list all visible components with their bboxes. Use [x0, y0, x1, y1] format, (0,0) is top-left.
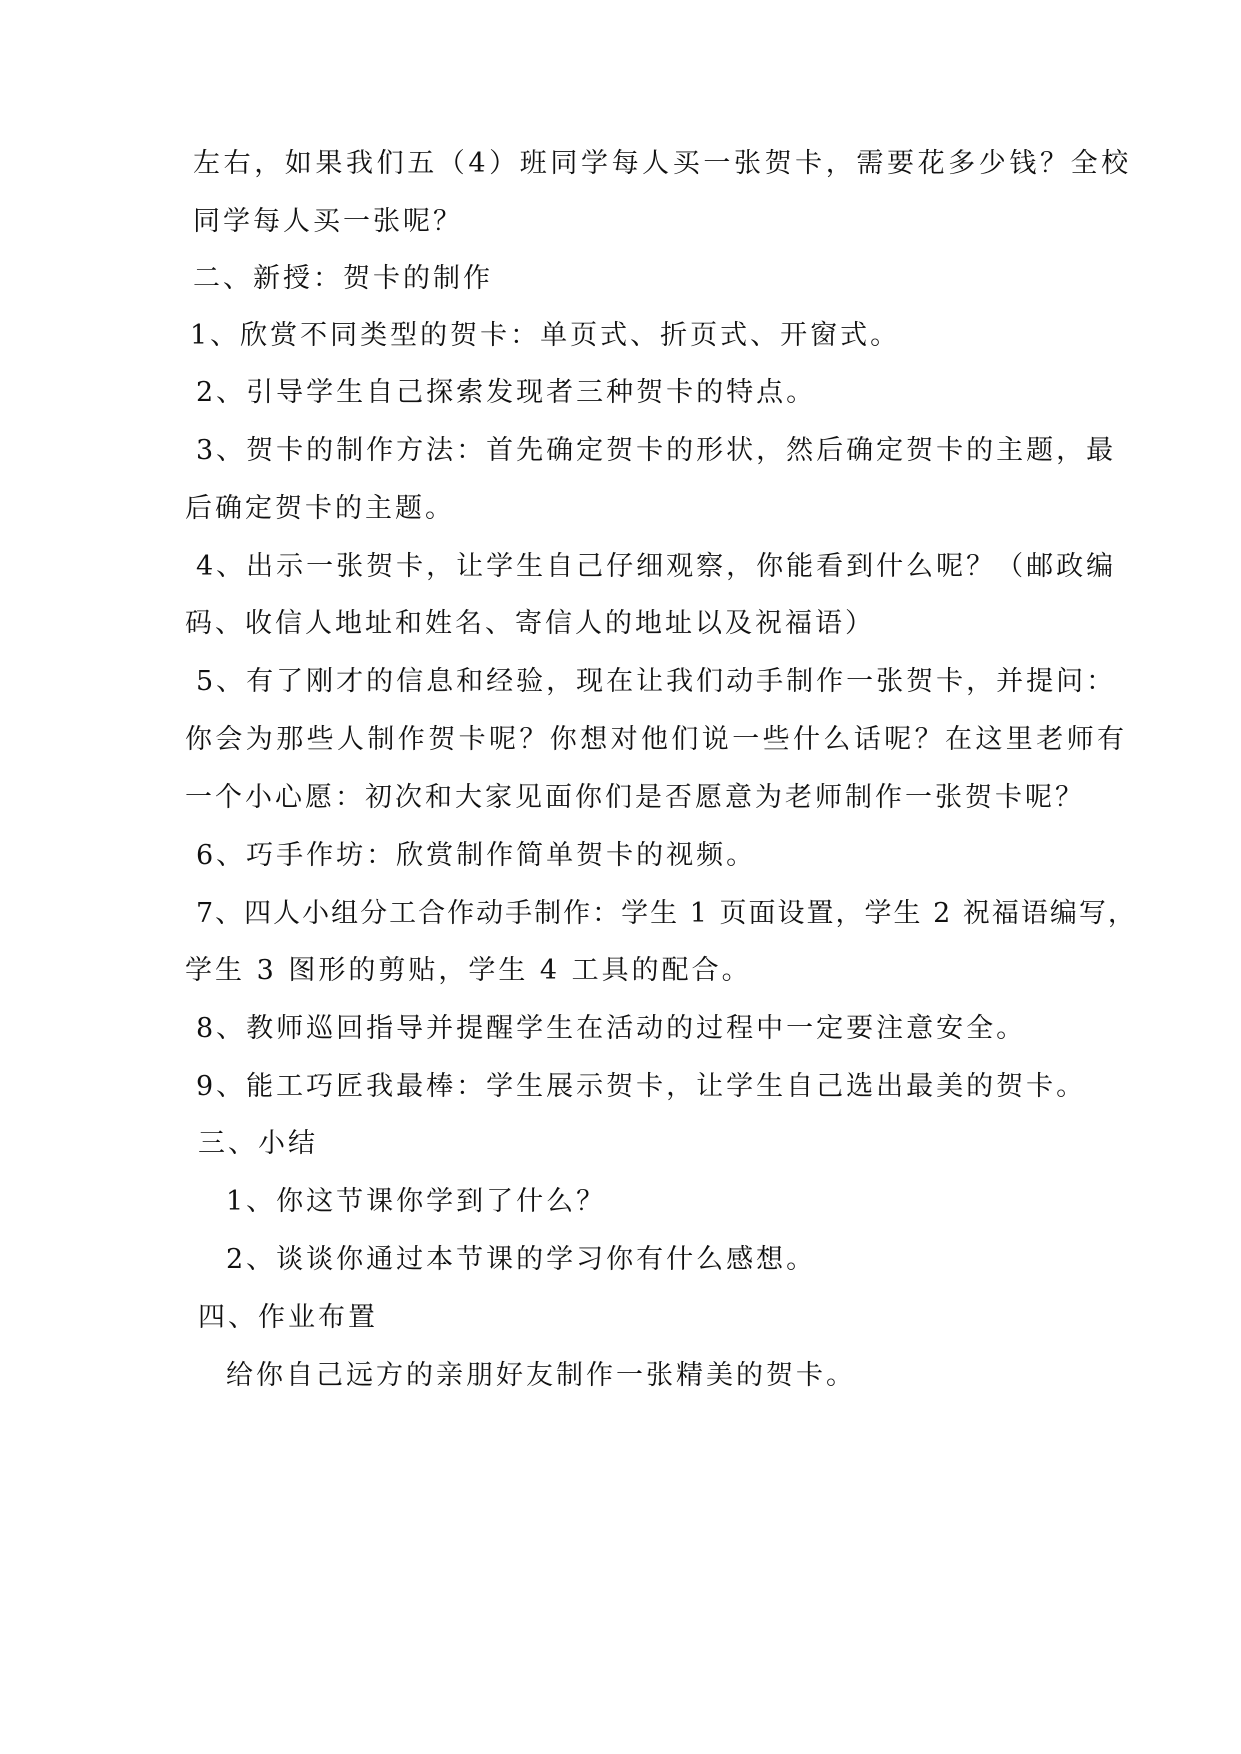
text-line: 5、有了刚才的信息和经验，现在让我们动手制作一张贺卡，并提问：	[196, 666, 1117, 697]
text-line: 后确定贺卡的主题。	[185, 493, 455, 524]
text-line: 2、引导学生自己探索发现者三种贺卡的特点。	[196, 377, 817, 408]
text-line: 学生 3 图形的剪贴，学生 4 工具的配合。	[185, 955, 752, 986]
text-line: 1、欣赏不同类型的贺卡：单页式、折页式、开窗式。	[190, 320, 901, 351]
section-heading: 四、作业布置	[198, 1302, 378, 1333]
text-line: 8、教师巡回指导并提醒学生在活动的过程中一定要注意安全。	[196, 1013, 1027, 1044]
text-line: 你会为那些人制作贺卡呢？你想对他们说一些什么话呢？在这里老师有	[185, 724, 1128, 755]
text-line: 左右，如果我们五（4）班同学每人买一张贺卡，需要花多少钱？全校	[193, 148, 1132, 179]
text-line: 7、四人小组分工合作动手制作：学生 1 页面设置，学生 2 祝福语编写，	[196, 898, 1137, 929]
section-heading: 二、新授：贺卡的制作	[193, 263, 493, 294]
text-line: 3、贺卡的制作方法：首先确定贺卡的形状，然后确定贺卡的主题，最	[196, 435, 1117, 466]
text-line: 给你自己远方的亲朋好友制作一张精美的贺卡。	[226, 1360, 856, 1391]
text-line: 9、能工巧匠我最棒：学生展示贺卡，让学生自己选出最美的贺卡。	[196, 1071, 1087, 1102]
text-line: 同学每人买一张呢？	[193, 206, 463, 237]
text-line: 1、你这节课你学到了什么？	[226, 1186, 607, 1217]
text-line: 4、出示一张贺卡，让学生自己仔细观察，你能看到什么呢？（邮政编	[196, 551, 1117, 582]
section-heading: 三、小结	[198, 1128, 318, 1159]
text-line: 码、收信人地址和姓名、寄信人的地址以及祝福语）	[185, 608, 875, 639]
text-line: 2、谈谈你通过本节课的学习你有什么感想。	[226, 1244, 817, 1275]
text-line: 一个小心愿：初次和大家见面你们是否愿意为老师制作一张贺卡呢？	[185, 782, 1085, 813]
text-line: 6、巧手作坊：欣赏制作简单贺卡的视频。	[196, 840, 757, 871]
